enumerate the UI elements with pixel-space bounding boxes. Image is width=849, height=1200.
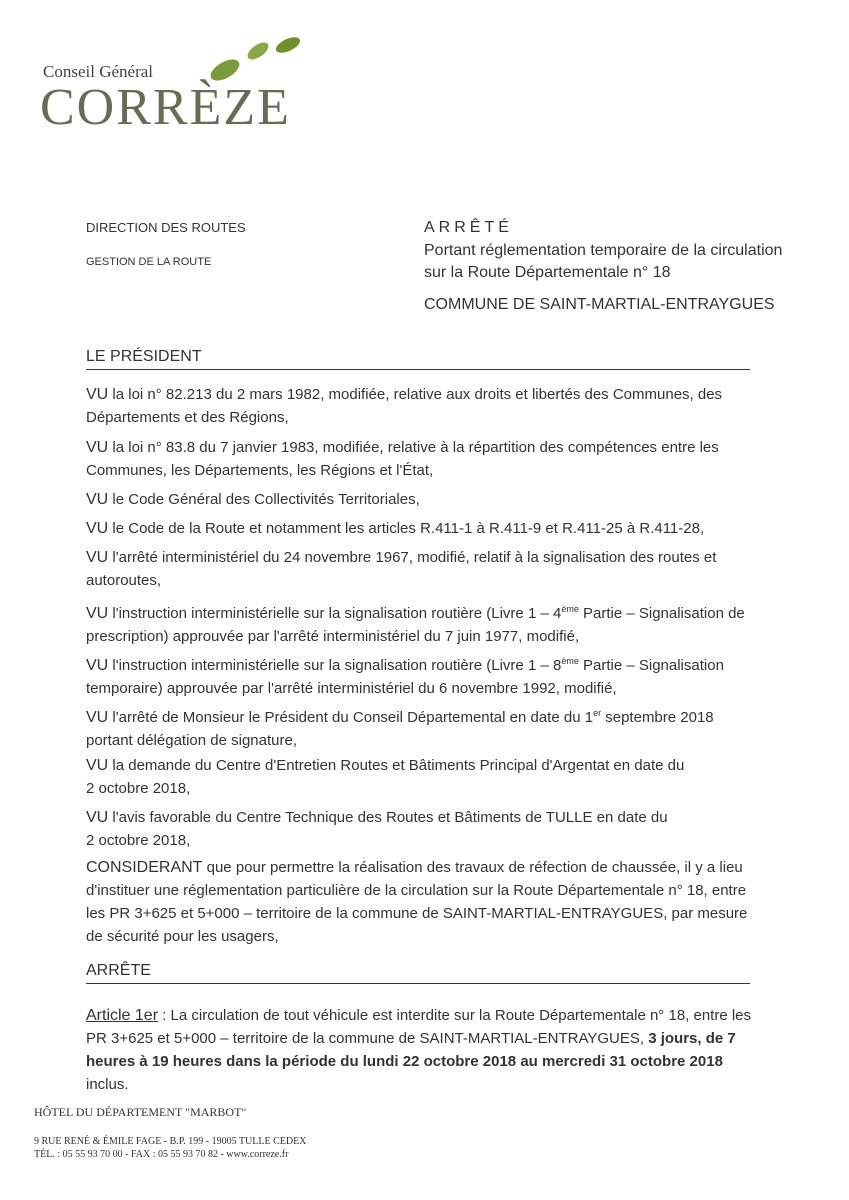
vu-text: le Code de la Route et notamment les articles R.411-1 à R.411-9 et R.411-25 à R.411-28, (112, 520, 705, 537)
considerant-paragraph (86, 856, 752, 948)
vu-text: la loi n° 82.213 du 2 mars 1982, modifiée, relative aux droits et libertés des Communes, des (112, 386, 723, 403)
vu-item-7 (86, 650, 752, 700)
vu-label: VU (86, 709, 109, 726)
footer-address: 9 RUE RENÉ & ÉMILE FAGE - B.P. 199 - 19005 TULLE CEDEX (34, 1136, 307, 1147)
considerant-label: CONSIDERANT (86, 859, 203, 876)
vu-text: 2 octobre 2018, (86, 780, 191, 797)
vu-text: 2 octobre 2018, (86, 832, 191, 849)
vu-label: VU (86, 386, 109, 403)
article-text: inclus. (86, 1076, 129, 1093)
vu-item-3 (86, 488, 752, 511)
vu-text: la loi n° 83.8 du 7 janvier 1983, modifiée, relative à la répartition des compétences entre les (112, 439, 719, 456)
vu-item-9 (86, 754, 752, 800)
vu-text: Partie – Signalisation (578, 657, 724, 674)
superscript: ème (561, 604, 579, 614)
vu-label: VU (86, 549, 109, 566)
article-text-bold: 3 jours, de 7 (648, 1030, 736, 1047)
title-line-1: Portant réglementation temporaire de la circulation (424, 242, 783, 259)
vu-label: VU (86, 657, 109, 674)
vu-text: Partie – Signalisation de (578, 605, 745, 622)
service-label: GESTION DE LA ROUTE (86, 256, 212, 268)
superscript: ème (561, 656, 579, 666)
president-heading: LE PRÉSIDENT (86, 348, 750, 370)
vu-item-10 (86, 806, 752, 852)
vu-text: la demande du Centre d'Entretien Routes et Bâtiments Principal d'Argentat en date du (112, 757, 685, 774)
commune-title: COMMUNE DE SAINT-MARTIAL-ENTRAYGUES (424, 296, 775, 313)
vu-label: VU (86, 439, 109, 456)
document-title: ARRÊTÉ (424, 219, 513, 236)
vu-text: prescription) approuvée par l'arrêté interministériel du 7 juin 1977, modifié, (86, 628, 580, 645)
vu-text: l'arrêté interministériel du 24 novembre 1967, modifié, relatif à la signalisation des routes et (112, 549, 717, 566)
vu-text: Communes, les Départements, les Régions et l'État, (86, 462, 434, 479)
vu-text: l'avis favorable du Centre Technique des Routes et Bâtiments de TULLE en date du (112, 809, 668, 826)
vu-text: le Code Général des Collectivités Territoriales, (112, 491, 420, 508)
vu-item-5 (86, 546, 752, 592)
vu-text: l'instruction interministérielle sur la signalisation routière (Livre 1 – 4 (112, 605, 562, 622)
department-label: DIRECTION DES ROUTES (86, 220, 246, 235)
vu-item-2 (86, 436, 752, 482)
vu-text: autoroutes, (86, 572, 162, 589)
vu-item-8 (86, 702, 752, 752)
vu-text: l'instruction interministérielle sur la signalisation routière (Livre 1 – 8 (112, 657, 562, 674)
vu-label: VU (86, 491, 109, 508)
vu-label: VU (86, 809, 109, 826)
footer-building: HÔTEL DU DÉPARTEMENT "MARBOT" (34, 1105, 247, 1119)
vu-item-1 (86, 383, 752, 429)
superscript: er (593, 708, 602, 718)
article-text: PR 3+625 et 5+000 – territoire de la commune de SAINT-MARTIAL-ENTRAYGUES, (86, 1030, 649, 1047)
vu-item-6 (86, 598, 752, 648)
vu-text: portant délégation de signature, (86, 732, 297, 749)
considerant-text: de sécurité pour les usagers, (86, 928, 279, 945)
vu-label: VU (86, 605, 109, 622)
footer-contact: TÉL. : 05 55 93 70 00 - FAX : 05 55 93 70 82 - www.correze.fr (34, 1149, 289, 1160)
article-label: Article 1er (86, 1007, 159, 1024)
vu-text: l'arrêté de Monsieur le Président du Conseil Départemental en date du 1 (112, 709, 594, 726)
vu-text: temporaire) approuvée par l'arrêté interministériel du 6 novembre 1992, modifié, (86, 680, 617, 697)
logo-subtitle: Conseil Général (43, 62, 153, 81)
arrete-heading: ARRÊTE (86, 962, 750, 984)
considerant-text: les PR 3+625 et 5+000 – territoire de la commune de SAINT-MARTIAL-ENTRAYGUES, par mesure (86, 905, 748, 922)
title-line-2: sur la Route Départementale n° 18 (424, 264, 671, 281)
vu-label: VU (86, 757, 109, 774)
logo-wordmark: CORRÈZE (40, 79, 291, 136)
article-text-bold: heures à 19 heures dans la période du lundi 22 octobre 2018 au mercredi 31 octobre 2018 (86, 1053, 723, 1070)
article-text: : La circulation de tout véhicule est interdite sur la Route Départementale n° 18, entre les (158, 1007, 752, 1024)
considerant-text: que pour permettre la réalisation des travaux de réfection de chaussée, il y a lieu (202, 859, 743, 876)
article-1 (86, 1004, 752, 1096)
vu-text: Départements et des Régions, (86, 409, 289, 426)
vu-label: VU (86, 520, 109, 537)
vu-text: septembre 2018 (601, 709, 714, 726)
considerant-text: d'instituer une réglementation particulière de la circulation sur la Route Départementale n° 18, entre (86, 882, 747, 899)
vu-item-4 (86, 517, 752, 540)
